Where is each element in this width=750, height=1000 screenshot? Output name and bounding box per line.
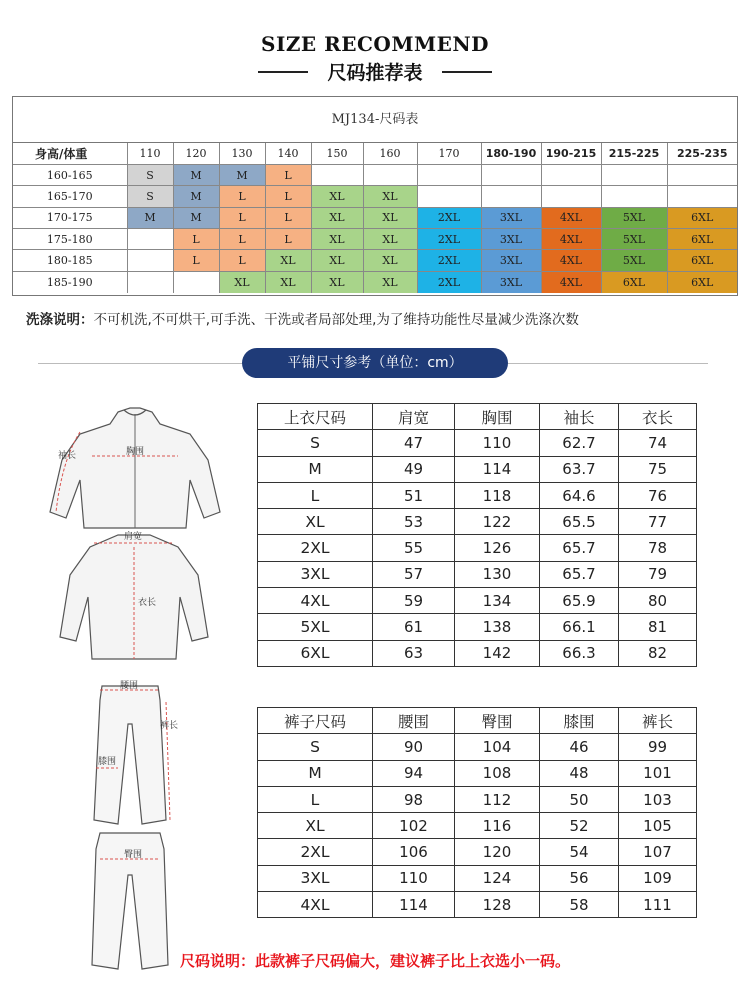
pants-value-cell: 111 [619,892,697,918]
top-size-cell: S [258,430,373,456]
recommend-corner-label: 身高/体重 [13,143,127,164]
pants-row [258,813,697,839]
pants-value-cell: 52 [540,813,619,839]
pants-row [258,839,697,865]
pants-size-cell: M [258,760,373,786]
height-label: 165-170 [13,186,127,207]
weight-header: 110 [127,143,173,164]
top-value-cell: 81 [619,614,697,640]
top-size-cell: 3XL [258,561,373,587]
weight-header: 140 [265,143,311,164]
top-size-cell: L [258,482,373,508]
pants-header-cell: 腰围 [373,708,455,734]
pants-value-cell: 102 [373,813,455,839]
top-header-cell: 胸围 [455,404,540,430]
top-value-cell: 57 [373,561,455,587]
top-value-cell: 142 [455,640,540,666]
top-value-cell: 76 [619,482,697,508]
size-cell: M [173,164,219,185]
recommend-row [13,186,737,207]
pants-row [258,734,697,760]
weight-header: 170 [417,143,481,164]
size-cell: S [127,186,173,207]
size-cell [417,164,481,185]
height-label: 170-175 [13,207,127,228]
top-value-cell: 114 [455,456,540,482]
pants-value-cell: 46 [540,734,619,760]
top-value-cell: 138 [455,614,540,640]
size-cell [417,186,481,207]
top-value-cell: 66.3 [540,640,619,666]
size-cell: L [265,164,311,185]
top-value-cell: 66.1 [540,614,619,640]
top-value-cell: 74 [619,430,697,456]
pants-value-cell: 94 [373,760,455,786]
recommend-row [13,229,737,250]
pants-size-cell: 2XL [258,839,373,865]
weight-header: 225-235 [667,143,737,164]
size-cell: L [219,250,265,271]
weight-header: 215-225 [601,143,667,164]
pants-value-cell: 48 [540,760,619,786]
size-cell: 5XL [601,207,667,228]
pants-size-cell: S [258,734,373,760]
size-cell: XL [363,271,417,292]
size-cell: 2XL [417,271,481,292]
size-cell: L [265,207,311,228]
size-cell: 3XL [481,229,541,250]
top-size-cell: 6XL [258,640,373,666]
size-cell: 2XL [417,207,481,228]
label-chest: 胸围 [126,447,145,457]
pants-value-cell: 106 [373,839,455,865]
size-cell: M [127,207,173,228]
top-size-cell: 4XL [258,588,373,614]
size-cell [127,271,173,292]
top-value-cell: 82 [619,640,697,666]
pants-header-cell: 臀围 [455,708,540,734]
recommend-row [13,164,737,185]
size-cell [667,164,737,185]
size-cell [541,164,601,185]
weight-header: 180-190 [481,143,541,164]
top-value-cell: 110 [455,430,540,456]
size-cell: XL [311,207,363,228]
top-value-cell: 65.7 [540,561,619,587]
size-cell: XL [363,186,417,207]
top-value-cell: 49 [373,456,455,482]
size-cell: M [219,164,265,185]
size-cell: 4XL [541,229,601,250]
size-cell: XL [363,229,417,250]
size-cell: 5XL [601,250,667,271]
pants-value-cell: 99 [619,734,697,760]
pants-value-cell: 104 [455,734,540,760]
height-label: 185-190 [13,271,127,292]
size-cell: 6XL [667,229,737,250]
top-value-cell: 63.7 [540,456,619,482]
recommend-caption: MJ134-尺码表 [13,97,737,143]
size-note: 尺码说明：此款裤子尺码偏大，建议裤子比上衣选小一码。 [179,952,570,970]
weight-header: 190-215 [541,143,601,164]
recommend-header-row [13,143,737,164]
size-cell: L [173,250,219,271]
pants-size-cell: L [258,786,373,812]
size-cell: XL [219,271,265,292]
pants-value-cell: 101 [619,760,697,786]
size-cell: 2XL [417,229,481,250]
size-cell: XL [265,271,311,292]
pants-value-cell: 90 [373,734,455,760]
pants-value-cell: 116 [455,813,540,839]
recommend-grid [13,143,737,293]
top-value-cell: 77 [619,509,697,535]
top-value-cell: 79 [619,561,697,587]
label-knee: 膝围 [98,757,117,767]
size-cell: XL [265,250,311,271]
size-cell: 2XL [417,250,481,271]
size-cell [481,164,541,185]
height-label: 180-185 [13,250,127,271]
label-sleeve: 袖长 [58,451,77,461]
pants-value-cell: 110 [373,865,455,891]
pants-row [258,760,697,786]
size-cell: 3XL [481,250,541,271]
top-row [258,640,697,666]
size-cell [667,186,737,207]
size-cell [173,271,219,292]
top-row [258,482,697,508]
title-english: SIZE RECOMMEND [261,32,489,56]
pants-value-cell: 107 [619,839,697,865]
size-cell: L [219,207,265,228]
pants-header-row [258,708,697,734]
pants-size-cell: 3XL [258,865,373,891]
top-row [258,430,697,456]
top-row [258,561,697,587]
top-value-cell: 122 [455,509,540,535]
size-cell: 4XL [541,271,601,292]
size-cell: XL [363,207,417,228]
top-value-cell: 130 [455,561,540,587]
size-cell: XL [311,186,363,207]
pants-row [258,892,697,918]
height-label: 175-180 [13,229,127,250]
pants-size-cell: XL [258,813,373,839]
pants-header-cell: 裤长 [619,708,697,734]
height-label: 160-165 [13,164,127,185]
size-cell: L [265,229,311,250]
size-cell: XL [311,271,363,292]
label-waist: 腰围 [120,681,139,691]
top-header-cell: 上衣尺码 [258,404,373,430]
pants-value-cell: 128 [455,892,540,918]
size-cell: 6XL [601,271,667,292]
label-pants-length: 裤长 [160,721,179,731]
pants-size-cell: 4XL [258,892,373,918]
pants-value-cell: 58 [540,892,619,918]
pants-value-cell: 114 [373,892,455,918]
pants-value-cell: 98 [373,786,455,812]
size-cell: 3XL [481,271,541,292]
size-cell: L [265,186,311,207]
wash-text: 不可机洗,不可烘干,可手洗、干洗或者局部处理,为了维持功能性尽量减少洗涤次数 [93,312,579,328]
size-cell: M [173,186,219,207]
size-cell [481,186,541,207]
pants-value-cell: 120 [455,839,540,865]
top-size-cell: XL [258,509,373,535]
size-cell: 6XL [667,250,737,271]
top-value-cell: 75 [619,456,697,482]
top-value-cell: 64.6 [540,482,619,508]
size-cell [127,250,173,271]
pants-size-table [257,707,697,918]
size-cell: XL [311,229,363,250]
label-body-length: 衣长 [138,598,157,608]
top-row [258,614,697,640]
top-value-cell: 78 [619,535,697,561]
size-cell [601,164,667,185]
pants-value-cell: 105 [619,813,697,839]
size-cell: XL [363,250,417,271]
recommend-row [13,250,737,271]
weight-header: 160 [363,143,417,164]
size-cell: XL [311,250,363,271]
pants-value-cell: 108 [455,760,540,786]
top-size-table [257,403,697,667]
top-size-cell: 2XL [258,535,373,561]
size-recommend-table [12,96,738,296]
weight-header: 150 [311,143,363,164]
top-value-cell: 65.7 [540,535,619,561]
wash-instructions [26,308,579,328]
top-value-cell: 55 [373,535,455,561]
size-cell: L [173,229,219,250]
pants-value-cell: 50 [540,786,619,812]
label-shoulder: 肩宽 [124,532,143,542]
jacket-front-illustration [40,400,230,530]
size-cell: M [173,207,219,228]
size-cell: 6XL [667,207,737,228]
top-value-cell: 126 [455,535,540,561]
top-header-cell: 衣长 [619,404,697,430]
pants-value-cell: 56 [540,865,619,891]
jacket-back-illustration [58,525,210,663]
top-value-cell: 118 [455,482,540,508]
pants-header-cell: 裤子尺码 [258,708,373,734]
size-cell: L [219,229,265,250]
top-row [258,588,697,614]
wash-label: 洗涤说明： [26,312,94,328]
pants-value-cell: 103 [619,786,697,812]
size-cell: S [127,164,173,185]
top-value-cell: 53 [373,509,455,535]
top-size-cell: M [258,456,373,482]
size-cell: 3XL [481,207,541,228]
recommend-row [13,207,737,228]
pants-value-cell: 124 [455,865,540,891]
weight-header: 130 [219,143,265,164]
top-header-cell: 袖长 [540,404,619,430]
pants-row [258,865,697,891]
size-cell [363,164,417,185]
pants-header-cell: 膝围 [540,708,619,734]
top-value-cell: 65.9 [540,588,619,614]
top-value-cell: 59 [373,588,455,614]
pants-value-cell: 109 [619,865,697,891]
size-cell: L [219,186,265,207]
pants-row [258,786,697,812]
top-row [258,535,697,561]
top-header-row [258,404,697,430]
size-cell [601,186,667,207]
top-value-cell: 61 [373,614,455,640]
recommend-row [13,271,737,292]
size-cell [541,186,601,207]
size-cell [311,164,363,185]
weight-header: 120 [173,143,219,164]
top-value-cell: 51 [373,482,455,508]
size-cell [127,229,173,250]
top-value-cell: 80 [619,588,697,614]
title-rule-right [442,71,492,73]
title-chinese: 尺码推荐表 [327,62,423,84]
unit-badge: 平铺尺寸参考（单位：cm） [242,348,508,378]
size-cell: 6XL [667,271,737,292]
top-row [258,456,697,482]
size-cell: 5XL [601,229,667,250]
pants-value-cell: 54 [540,839,619,865]
label-hip: 臀围 [124,850,143,860]
pants-front-illustration [80,680,180,830]
size-cell: 4XL [541,250,601,271]
top-size-cell: 5XL [258,614,373,640]
top-value-cell: 63 [373,640,455,666]
size-cell: 4XL [541,207,601,228]
pants-value-cell: 112 [455,786,540,812]
top-value-cell: 62.7 [540,430,619,456]
top-value-cell: 65.5 [540,509,619,535]
top-value-cell: 134 [455,588,540,614]
top-value-cell: 47 [373,430,455,456]
top-row [258,509,697,535]
top-header-cell: 肩宽 [373,404,455,430]
